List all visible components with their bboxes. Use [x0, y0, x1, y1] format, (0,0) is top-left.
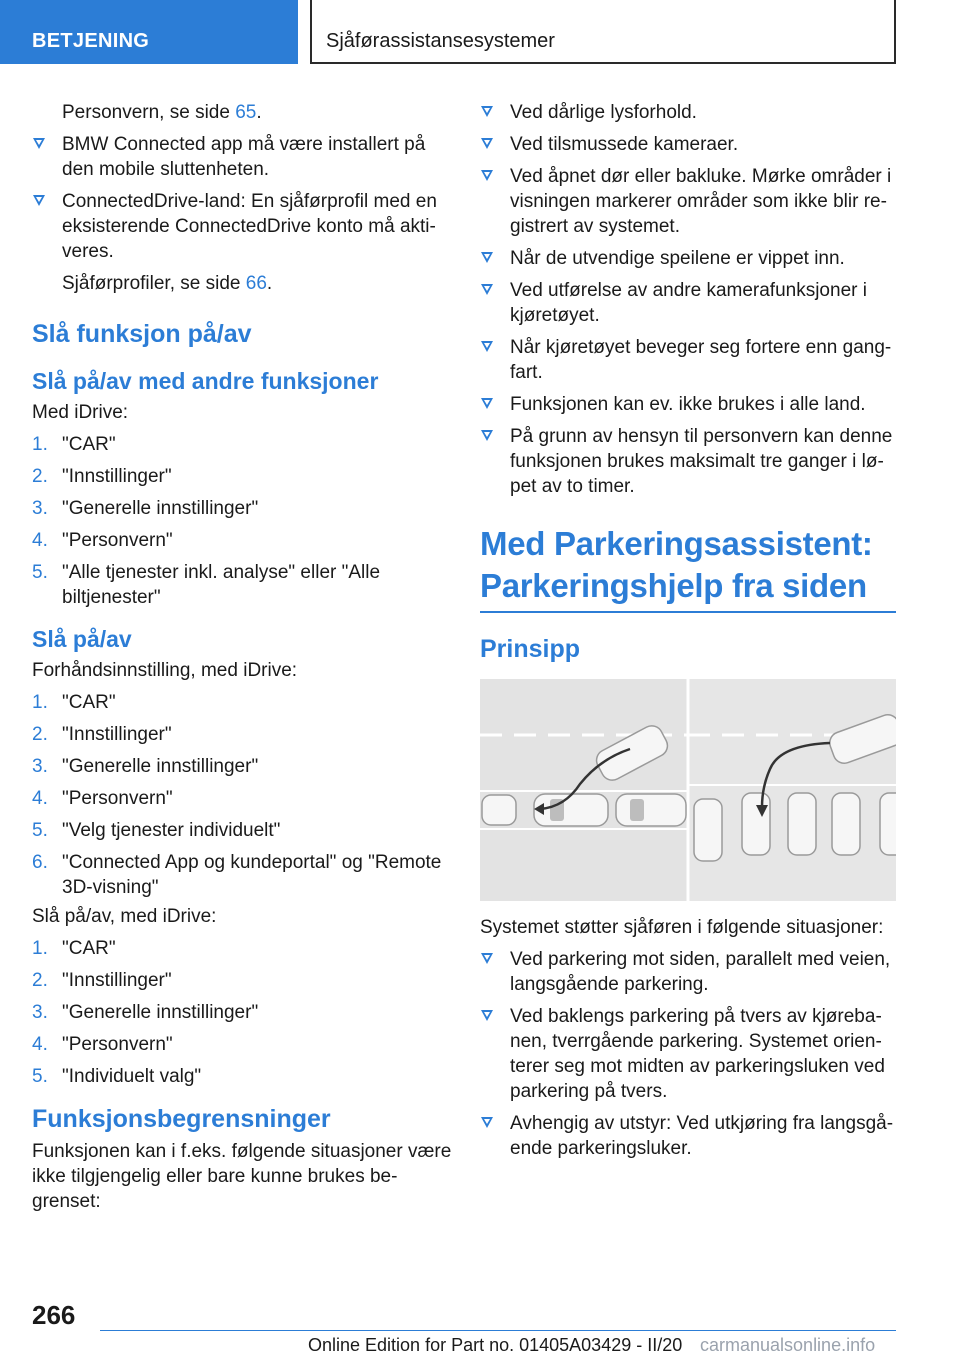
- list-item: 1. "CAR": [32, 434, 116, 455]
- footer-divider: [100, 1330, 896, 1331]
- bullet-item: Ved parkering mot siden, parallelt med veien, langsgående parkering.: [480, 947, 896, 997]
- list-item: 3. "Generelle innstillinger": [32, 498, 259, 519]
- bullet-item: Ved utførelse av andre kamerafunksjoner i kjøretøyet.: [480, 278, 896, 328]
- triangle-bullet-icon: [481, 430, 493, 441]
- bullet-item: Når kjøretøyet beveger seg fortere enn gangfart.: [480, 335, 896, 385]
- triangle-bullet-icon: [481, 252, 493, 263]
- heading-limitations: Funksjonsbegrensninger: [32, 1105, 331, 1133]
- right-column: [480, 100, 896, 1168]
- triangle-bullet-icon: [481, 398, 493, 409]
- watermark: carmanualsonline.info: [700, 1335, 876, 1355]
- triangle-bullet-icon: [481, 106, 493, 117]
- list-item: 1. "CAR": [32, 938, 116, 959]
- bullet-item: Funksjonen kan ev. ikke brukes i alle land.: [480, 392, 896, 417]
- chapter-title: Sjåførassistansesystemer: [326, 30, 555, 52]
- onoff-idrive-text: Slå på/av, med iDrive:: [32, 906, 217, 927]
- edition-info: Online Edition for Part no. 01405A03429 - II/20: [308, 1335, 683, 1355]
- list-item: 5. "Velg tjenester individuelt": [32, 820, 281, 841]
- list-item: 5. "Alle tjenester inkl. analyse" eller "Alle biltjenester": [32, 562, 381, 608]
- heading-onoff: Slå funksjon på/av: [32, 320, 252, 348]
- triangle-bullet-icon: [33, 195, 45, 206]
- steps-list-3: [32, 936, 452, 1089]
- page-number: 266: [32, 1300, 76, 1330]
- list-item: 2. "Innstillinger": [32, 724, 172, 745]
- list-item: 1. "CAR": [32, 692, 116, 713]
- bullet-item: ConnectedDrive-land: En sjåførprofil med en eksisterende ConnectedDrive konto må aktiveres.: [32, 189, 452, 264]
- steps-list-1: [32, 432, 452, 610]
- with-idrive: Med iDrive:: [32, 402, 129, 423]
- preset-text: Forhåndsinnstilling, med iDrive:: [32, 660, 298, 681]
- main-section-heading: Med Parkeringsassistent: Parkeringshjelp fra siden: [480, 523, 896, 613]
- list-item: 4. "Personvern": [32, 530, 173, 551]
- bullet-item: Ved åpnet dør eller bakluke. Mørke områder i visningen markerer områder som ikke blir registrert av systemet.: [480, 164, 896, 239]
- page-link-65[interactable]: 65: [235, 102, 257, 123]
- limitations-text: Funksjonen kan i f.eks. følgende situasjoner være ikke tilgjengelig eller bare kunne brukes begrenset:: [32, 1141, 452, 1212]
- heading-paav: Slå på/av: [32, 626, 132, 652]
- section-label: BETJENING: [32, 30, 150, 52]
- list-item: 3. "Generelle innstillinger": [32, 1002, 259, 1023]
- triangle-bullet-icon: [481, 284, 493, 295]
- triangle-bullet-icon: [481, 953, 493, 964]
- bullet-item: Når de utvendige speilene er vippet inn.: [480, 246, 896, 271]
- left-column: [32, 100, 452, 1221]
- bullet-item: Avhengig av utstyr: Ved utkjøring fra langsgående parkeringsluker.: [480, 1111, 896, 1161]
- list-item: 6. "Connected App og kundeportal" og "Remote 3D-visning": [32, 852, 442, 898]
- bullet-item: Ved dårlige lysforhold.: [480, 100, 896, 125]
- steps-list-2: [32, 690, 452, 900]
- heading-other-functions: Slå på/av med andre funksjoner: [32, 368, 379, 394]
- triangle-bullet-icon: [481, 1117, 493, 1128]
- list-item: 2. "Innstillinger": [32, 970, 172, 991]
- profiles-reference: Sjåførprofiler, se side 66.: [62, 273, 273, 294]
- triangle-bullet-icon: [481, 341, 493, 352]
- triangle-bullet-icon: [481, 170, 493, 181]
- list-item: 2. "Innstillinger": [32, 466, 172, 487]
- parking-diagram-svg: [480, 679, 896, 901]
- triangle-bullet-icon: [481, 1010, 493, 1021]
- list-item: 3. "Generelle innstillinger": [32, 756, 259, 777]
- section-tab: [0, 0, 298, 64]
- page-link-66[interactable]: 66: [245, 273, 267, 294]
- list-item: 4. "Personvern": [32, 1034, 173, 1055]
- privacy-reference: Personvern, se side 65.: [62, 102, 262, 123]
- triangle-bullet-icon: [33, 138, 45, 149]
- bullet-item: BMW Connected app må være installert på den mobile sluttenheten.: [32, 132, 452, 182]
- bullet-item: Ved baklengs parkering på tvers av kjørebanen, tverrgående parkering. Systemet orienterer seg mot midten av parkeringsluken ved parkering på tvers.: [480, 1004, 896, 1104]
- list-item: 5. "Individuelt valg": [32, 1066, 202, 1087]
- bullet-item: Ved tilsmussede kameraer.: [480, 132, 896, 157]
- bullet-item: På grunn av hensyn til personvern kan denne funksjonen brukes maksimalt tre ganger i løpet av to timer.: [480, 424, 896, 499]
- heading-principle: Prinsipp: [480, 635, 581, 663]
- support-text: Systemet støtter sjåføren i følgende situasjoner:: [480, 917, 884, 938]
- parking-illustration: [480, 679, 896, 901]
- chapter-header: [310, 0, 896, 64]
- list-item: 4. "Personvern": [32, 788, 173, 809]
- triangle-bullet-icon: [481, 138, 493, 149]
